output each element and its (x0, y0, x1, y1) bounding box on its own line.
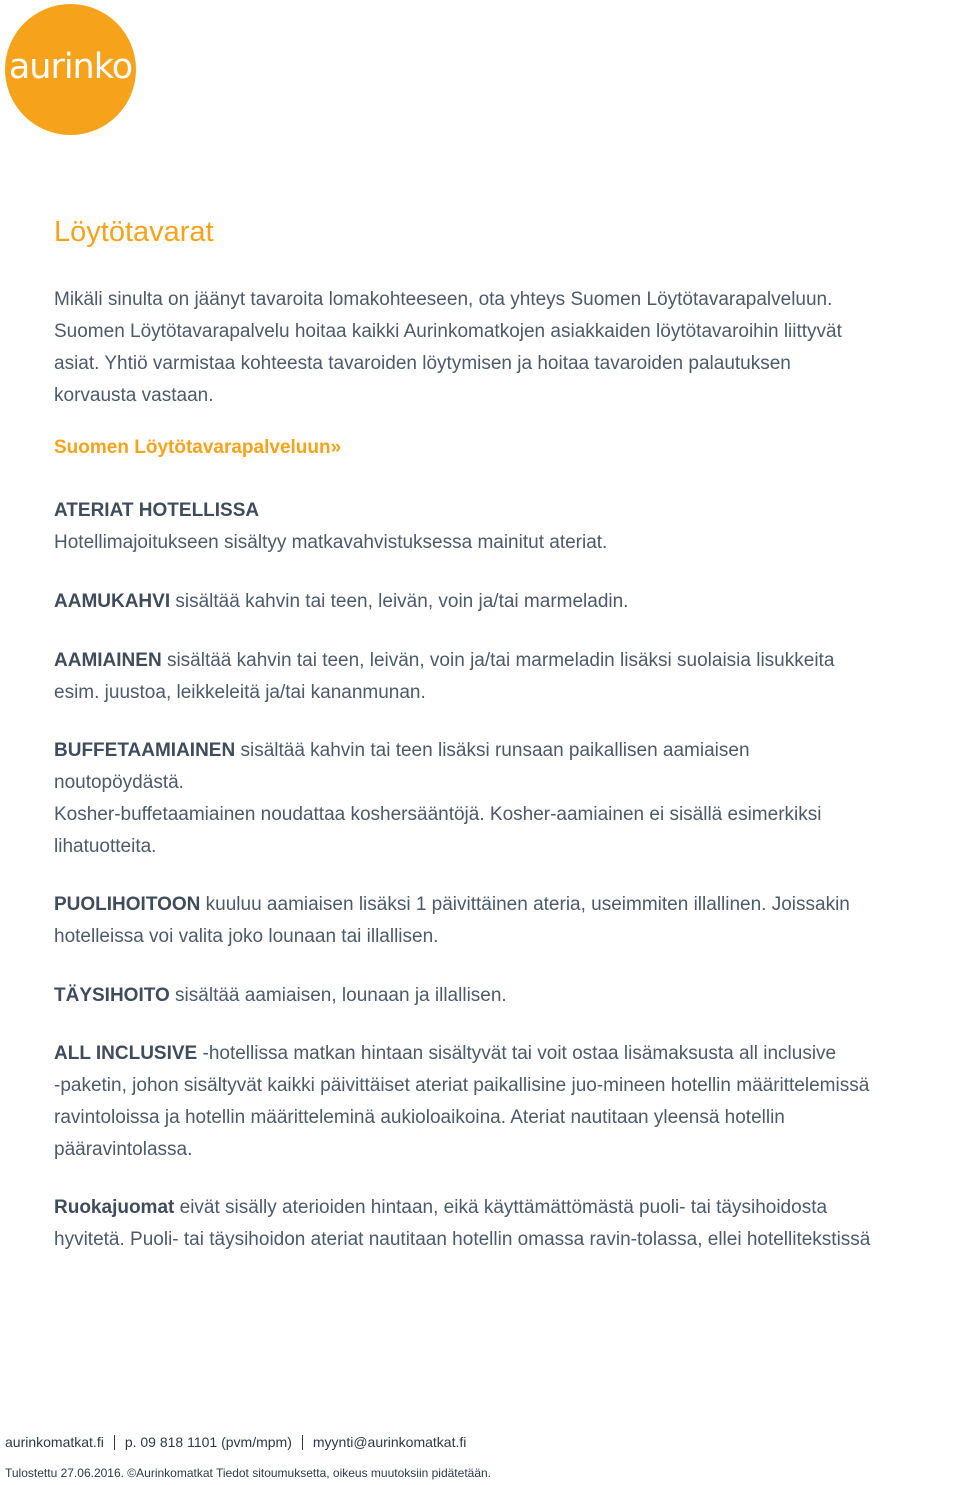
buffet-text: noutopöydästä. (54, 772, 184, 793)
puolihoito-paragraph (54, 889, 850, 953)
aamukahvi-term: AAMUKAHVI (54, 591, 171, 612)
aamiainen-paragraph (54, 645, 834, 709)
ruokajuomat-term: Ruokajuomat (54, 1197, 175, 1218)
footer-phone: p. 09 818 1101 (pvm/mpm) (124, 1434, 292, 1450)
footer-print-note: Tulostettu 27.06.2016. ©Aurinkomatkat Tiedot sitoumuksetta, oikeus muutoksiin pidätetään. (5, 1466, 492, 1480)
page-title: Löytötavarat (54, 216, 214, 248)
aamiainen-text: esim. juustoa, leikkeleitä ja/tai kananmunan. (54, 682, 426, 703)
ruokajuomat-paragraph (54, 1192, 870, 1256)
ruokajuomat-text: eivät sisälly aterioiden hintaan, eikä käyttämättömästä puoli- tai täysihoidosta (174, 1197, 828, 1218)
aamiainen-term: AAMIAINEN (54, 650, 162, 671)
taysihoito-text: sisältää aamiaisen, lounaan ja illallisen. (169, 985, 507, 1006)
aamukahvi-text: sisältää kahvin tai teen, leivän, voin ja/tai marmeladin. (170, 591, 629, 612)
intro-line: korvausta vastaan. (54, 385, 214, 406)
meals-intro: Hotellimajoitukseen sisältyy matkavahvistuksessa mainitut ateriat. (54, 532, 608, 553)
allinclusive-paragraph (54, 1038, 869, 1166)
allinclusive-text: -paketin, johon sisältyvät kaikki päivittäiset ateriat paikallisine juo-mineen hotellin määrittelemissä (54, 1075, 870, 1096)
aurinko-logo (5, 4, 136, 135)
buffet-term: BUFFETAAMIAINEN (54, 740, 236, 761)
intro-line: Suomen Löytötavarapalvelu hoitaa kaikki Aurinkomatkojen asiakkaiden löytötavaroihin liittyvät (54, 321, 842, 342)
footer-contact (5, 1434, 466, 1450)
buffet-paragraph (54, 735, 821, 863)
lost-property-service-link[interactable]: Suomen Löytötavarapalveluun» (54, 437, 342, 458)
buffet-text: lihatuotteita. (54, 836, 157, 857)
allinclusive-text: -hotellissa matkan hintaan sisältyvät tai voit ostaa lisämaksusta all inclusive (197, 1043, 837, 1064)
intro-line: Mikäli sinulta on jäänyt tavaroita lomakohteeseen, ota yhteys Suomen Löytötavarapalveluun. (54, 289, 833, 310)
aamiainen-text: sisältää kahvin tai teen, leivän, voin ja/tai marmeladin lisäksi suolaisia lisukkeita (161, 650, 835, 671)
meals-heading: ATERIAT HOTELLISSA (54, 500, 260, 521)
puolihoito-text: kuuluu aamiaisen lisäksi 1 päivittäinen ateria, useimmiten illallinen. Joissakin (200, 894, 850, 915)
footer-email-link[interactable]: myynti@aurinkomatkat.fi (312, 1434, 467, 1450)
footer-site-link[interactable]: aurinkomatkat.fi (5, 1434, 104, 1450)
intro-paragraph (54, 284, 842, 412)
puolihoito-term: PUOLIHOITOON (54, 894, 201, 915)
ruokajuomat-text: hyvitetä. Puoli- tai täysihoidon ateriat nautitaan hotellin omassa ravin-tolassa, ellei hotellitekstissä (54, 1229, 871, 1250)
taysihoito-paragraph (54, 980, 507, 1012)
allinclusive-text: ravintoloissa ja hotellin määritteleminä aukioloaikoina. Ateriat nautitaan yleensä hotellin (54, 1107, 785, 1128)
buffet-text: Kosher-buffetaamiainen noudattaa koshersääntöjä. Kosher-aamiainen ei sisällä esimerkiksi (54, 804, 822, 825)
footer-divider (114, 1435, 115, 1450)
taysihoito-term: TÄYSIHOITO (54, 985, 170, 1006)
footer-divider (302, 1435, 303, 1450)
puolihoito-text: hotelleissa voi valita joko lounaan tai illallisen. (54, 926, 439, 947)
buffet-text: sisältää kahvin tai teen lisäksi runsaan paikallisen aamiaisen (235, 740, 750, 761)
meals-section (54, 495, 607, 559)
allinclusive-term: ALL INCLUSIVE (54, 1043, 198, 1064)
aamukahvi-paragraph (54, 586, 628, 618)
logo-text: aurinko (8, 46, 133, 87)
intro-line: asiat. Yhtiö varmistaa kohteesta tavaroiden löytymisen ja hoitaa tavaroiden palautuksen (54, 353, 791, 374)
allinclusive-text: pääravintolassa. (54, 1139, 193, 1160)
